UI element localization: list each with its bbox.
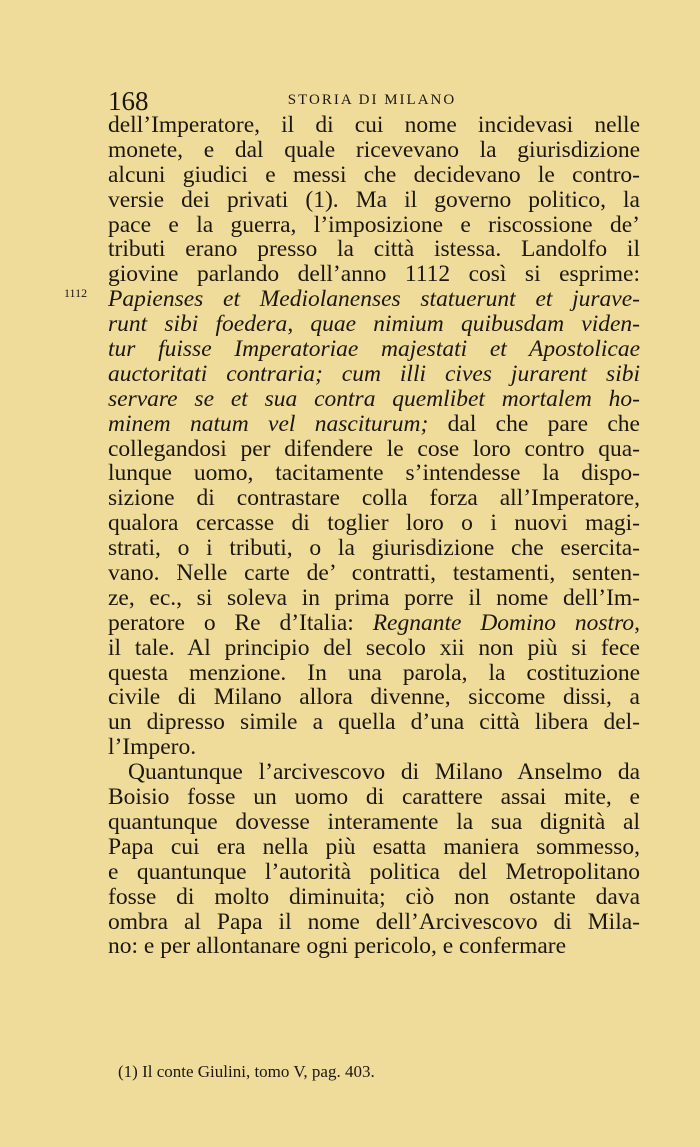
line-text: , [287,311,311,338]
line-text: pace e la guerra, l’imposizione e riscossione de’ [108,211,640,238]
text-line [108,636,640,661]
latin-quote-text: tur fuisse Imperatoriae majestati et Apostolicae [108,336,640,363]
line-text: vano. Nelle carte de’ contratti, testamenti, senten- [108,560,640,587]
text-line [108,934,640,959]
text-line [108,113,640,138]
line-text: e quantunque l’autorità politica del Metropolitano [108,858,640,885]
text-line [108,710,640,735]
line-text: il tale. Al principio del secolo xii non più si fece [108,634,640,661]
text-line [108,910,640,935]
line-text: lunque uomo, tacitamente s’intendesse la dispo- [108,460,640,487]
body-text [108,113,640,959]
text-line [108,685,640,710]
page-number: 168 [108,86,149,116]
text-line [108,387,640,412]
line-text: quantunque dovesse interamente la sua dignità al [108,808,640,835]
line-text: l’Impero. [108,734,197,761]
text-line [108,163,640,188]
text-line [108,312,640,337]
line-text: un dipresso simile a quella d’una città libera del- [108,709,640,736]
line-text: versie dei privati (1). Ma il governo politico, la [108,186,640,213]
text-line [108,536,640,561]
line-text: Papa cui era nella più esatta maniera sommesso, [108,833,640,860]
line-text: sizione di contrastare colla forza all’Imperatore, [108,485,640,512]
line-text: alcuni giudici e messi che decidevano le contro- [108,161,640,188]
line-text: Boisio fosse un uomo di carattere assai mite, e [108,784,640,811]
line-text: monete, e dal quale ricevevano la giurisdizione [108,136,640,163]
text-line [108,262,640,287]
line-text: Quantunque l’arcivescovo di Milano Anselmo da [128,759,640,786]
running-title: STORIA DI MILANO [287,92,457,108]
latin-quote-text: quae nimium quibusdam viden- [310,311,641,338]
line-text: fosse di molto diminuita; ciò non ostante dava [108,883,640,910]
text-line [108,611,640,636]
text-line [108,337,640,362]
line-text: giovine parlando dell’anno 1112 così si esprime: [108,261,640,288]
latin-quote-text: servare se et sua contra quemlibet mortalem ho- [108,385,640,412]
latin-quote-text: runt sibi foedera [108,311,288,338]
text-line [108,287,640,312]
line-text: dell’Imperatore, il di cui nome incidevasi nelle [108,112,640,138]
line-text: , [634,609,640,636]
text-line [108,138,640,163]
text-line [108,437,640,462]
line-text: civile di Milano allora divenne, siccome dissi, a [108,684,640,711]
text-line [108,760,640,785]
text-line [108,188,640,213]
text-line [108,835,640,860]
line-text: ze, ec., si soleva in prima porre il nome dell’Im- [108,584,640,611]
margin-year-note: 1112 [64,286,88,300]
line-text: ombra al Papa il nome dell’Arcivescovo di Mila- [108,908,640,935]
line-text: dal che pare che [447,410,640,437]
line-text: qualora cercasse di toglier loro o i nuovi magi- [108,510,640,537]
latin-quote-text: auctoritati contraria; cum illi cives jurarent sibi [108,360,640,387]
text-line [108,810,640,835]
latin-quote-text: minem natum vel nasciturum; [108,410,448,437]
text-line [108,213,640,238]
line-text: no: e per allontanare ogni pericolo, e confermare [108,933,567,960]
text-line [108,461,640,486]
text-line [108,511,640,536]
latin-quote-text: Papienses et Mediolanenses statuerunt et jurave- [108,286,640,313]
text-line [108,362,640,387]
text-line [108,237,640,262]
latin-quote-text: Regnante Domino nostro [372,609,635,636]
text-line [108,735,640,760]
line-text: collegandosi per difendere le cose loro contro qua- [108,435,640,462]
footnote: (1) Il conte Giulini, tomo V, pag. 403. [118,1062,375,1081]
text-line [108,486,640,511]
line-text: questa menzione. In una parola, la costituzione [108,659,640,686]
text-line [108,661,640,686]
text-line [108,561,640,586]
text-line [108,785,640,810]
text-line [108,860,640,885]
line-text: peratore o Re d’Italia: [108,609,373,636]
line-text: strati, o i tributi, o la giurisdizione che esercita- [108,535,640,562]
text-line [108,885,640,910]
text-line [108,412,640,437]
line-text: tributi erano presso la città istessa. Landolfo il [108,236,640,263]
text-line [108,586,640,611]
